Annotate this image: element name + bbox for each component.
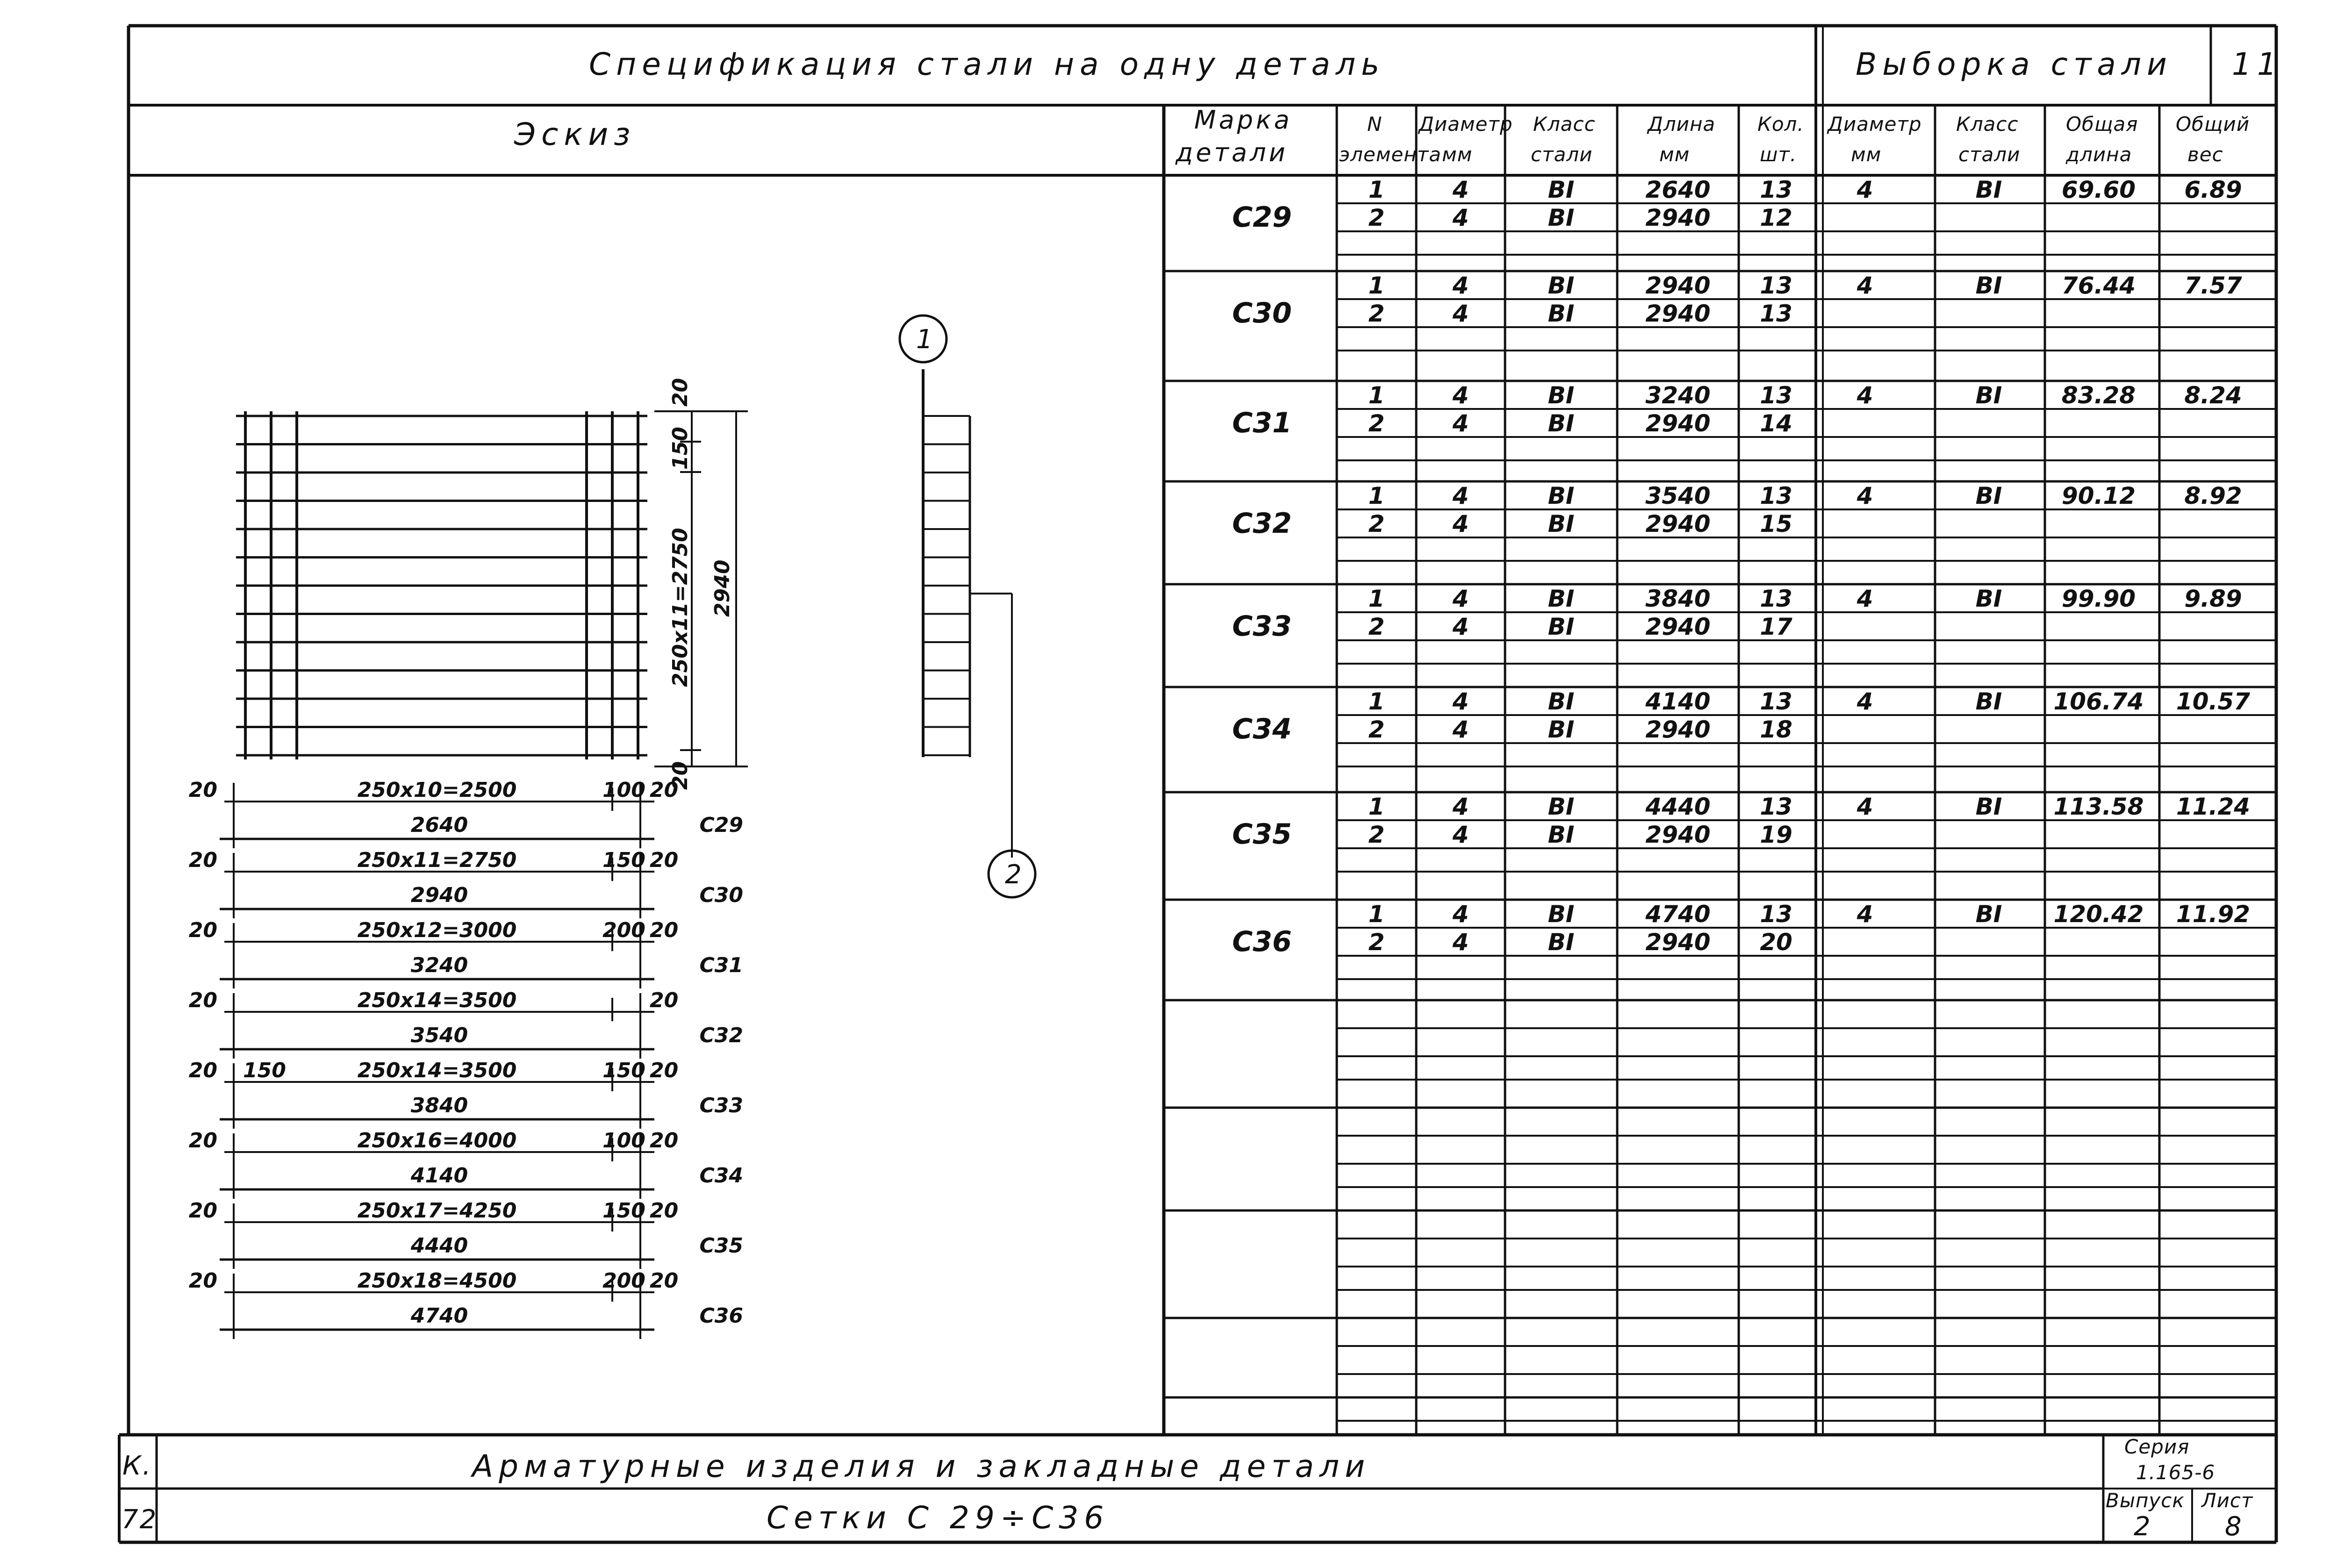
element-diameter: 4 — [1452, 793, 1469, 820]
dim-mark: С34 — [699, 1164, 743, 1188]
element-length: 2940 — [1645, 300, 1711, 327]
dim-right-space: 150 — [602, 1059, 645, 1082]
side-label-bottom: 72 — [122, 1504, 158, 1535]
element-quantity: 12 — [1760, 204, 1792, 231]
dim-length: 3240 — [410, 953, 468, 977]
series-label: Серия — [2124, 1435, 2190, 1458]
selection-class: ВI — [1975, 272, 2002, 299]
dim-formula: 250х14=3500 — [357, 988, 517, 1012]
element-quantity: 13 — [1760, 300, 1792, 327]
element-diameter: 4 — [1452, 929, 1469, 956]
dim-right: 20 — [650, 988, 679, 1012]
detail-mark: С32 — [1232, 507, 1292, 540]
dim-spacing: 150 — [668, 427, 692, 470]
element-quantity: 13 — [1760, 688, 1792, 715]
dim-middle: 250х11=2750 — [668, 528, 692, 687]
table-row — [1232, 585, 2242, 643]
selection-total-length: 106.74 — [2053, 688, 2144, 715]
element-number: 2 — [1368, 821, 1385, 848]
selection-diameter: 4 — [1857, 793, 1873, 820]
element-length: 2940 — [1645, 929, 1711, 956]
element-quantity: 18 — [1760, 716, 1792, 743]
dim-formula: 250х17=4250 — [357, 1199, 517, 1223]
col-header-qty: Кол. — [1757, 113, 1804, 136]
table-row — [1232, 272, 2242, 329]
dim-right: 20 — [650, 1059, 679, 1082]
selection-total-weight: 7.57 — [2184, 272, 2242, 299]
selection-total-length: 113.58 — [2053, 793, 2144, 820]
element-diameter: 4 — [1452, 382, 1469, 409]
col-header-dia-2: мм — [1442, 143, 1473, 166]
col-header-total-wt-2: вес — [2187, 143, 2223, 166]
col-header-qty-2: шт. — [1760, 143, 1797, 166]
detail-mark: С30 — [1232, 297, 1292, 329]
element-number: 1 — [1368, 176, 1385, 203]
element-class: ВI — [1548, 300, 1575, 327]
dim-right-space: 100 — [602, 778, 645, 802]
element-class: ВI — [1548, 793, 1575, 820]
element-length: 2940 — [1645, 204, 1711, 231]
length-row — [189, 918, 743, 988]
col-header-class-2: стали — [1531, 143, 1593, 166]
dim-mark: С31 — [699, 953, 743, 977]
element-class: ВI — [1548, 688, 1575, 715]
dim-left: 20 — [188, 1059, 217, 1082]
dim-left: 20 — [188, 1129, 217, 1153]
element-length: 2640 — [1645, 176, 1711, 203]
element-quantity: 15 — [1760, 510, 1792, 537]
table-row — [1232, 176, 2242, 234]
element-diameter: 4 — [1452, 510, 1469, 537]
element-diameter: 4 — [1452, 613, 1469, 640]
document-title: Арматурные изделия и закладные детали — [472, 1448, 1371, 1484]
dim-left: 20 — [188, 1199, 217, 1223]
col-header-sel-dia-2: мм — [1851, 143, 1882, 166]
selection-total-weight: 6.89 — [2184, 176, 2242, 203]
detail-mark: С35 — [1232, 818, 1292, 851]
element-length: 3240 — [1645, 382, 1711, 409]
dim-formula: 250х10=2500 — [357, 778, 517, 802]
col-header-len-2: мм — [1659, 143, 1690, 166]
col-header-total-wt: Общий — [2176, 113, 2250, 136]
dim-right-space: 100 — [602, 1129, 645, 1153]
selection-class: ВI — [1975, 176, 2002, 203]
dim-right: 20 — [650, 778, 679, 802]
element-number: 1 — [1368, 901, 1385, 928]
table-row — [1232, 901, 2250, 958]
dim-length: 4140 — [410, 1164, 468, 1188]
dim-top-gap: 20 — [668, 378, 692, 407]
col-header-mark: Марка — [1194, 105, 1292, 135]
element-quantity: 13 — [1760, 901, 1792, 928]
series-value: 1.165-6 — [2136, 1461, 2215, 1484]
selection-diameter: 4 — [1857, 482, 1873, 509]
selection-class: ВI — [1975, 585, 2002, 612]
detail-mark: С33 — [1232, 610, 1292, 643]
selection-class: ВI — [1975, 482, 2002, 509]
element-diameter: 4 — [1452, 410, 1469, 437]
length-row — [189, 1199, 743, 1269]
table-body — [1232, 176, 2250, 958]
dim-right: 20 — [650, 1129, 679, 1153]
dim-mark: С36 — [699, 1304, 743, 1328]
dim-left-space: 150 — [243, 1059, 286, 1082]
dim-bottom-gap: 20 — [668, 761, 692, 790]
dim-length: 4440 — [410, 1234, 468, 1258]
element-class: ВI — [1548, 204, 1575, 231]
dim-mark: С33 — [699, 1094, 743, 1117]
element-number: 2 — [1368, 510, 1385, 537]
table-row — [1232, 688, 2250, 745]
col-header-class: Класс — [1533, 113, 1596, 136]
selection-total-weight: 10.57 — [2176, 688, 2251, 715]
callout-1: 1 — [916, 324, 933, 355]
detail-mark: С29 — [1232, 201, 1292, 234]
element-class: ВI — [1548, 382, 1575, 409]
length-row — [189, 988, 743, 1059]
element-number: 1 — [1368, 585, 1385, 612]
sheet-value: 8 — [2225, 1511, 2243, 1542]
dim-mark: С29 — [699, 813, 743, 837]
col-header-sel-dia: Диаметр — [1828, 113, 1922, 136]
table-row — [1232, 382, 2242, 439]
element-diameter: 4 — [1452, 585, 1469, 612]
table-row — [1232, 793, 2250, 851]
selection-total-length: 83.28 — [2061, 382, 2136, 409]
selection-total-weight: 8.24 — [2184, 382, 2242, 409]
sheet-number: 11 — [2232, 46, 2282, 82]
col-header-sel-class-2: стали — [1958, 143, 2021, 166]
element-quantity: 13 — [1760, 176, 1792, 203]
element-class: ВI — [1548, 510, 1575, 537]
element-quantity: 13 — [1760, 793, 1792, 820]
element-number: 2 — [1368, 716, 1385, 743]
dim-formula: 250х16=4000 — [357, 1129, 517, 1153]
element-number: 2 — [1368, 410, 1385, 437]
element-number: 1 — [1368, 688, 1385, 715]
element-diameter: 4 — [1452, 901, 1469, 928]
dim-length: 3540 — [410, 1024, 468, 1047]
selection-total-weight: 11.24 — [2176, 793, 2251, 820]
length-row — [189, 778, 743, 848]
element-number: 1 — [1368, 382, 1385, 409]
dim-mark: С35 — [699, 1234, 743, 1258]
selection-diameter: 4 — [1857, 176, 1873, 203]
element-number: 1 — [1368, 482, 1385, 509]
element-class: ВI — [1548, 410, 1575, 437]
selection-diameter: 4 — [1857, 382, 1873, 409]
col-header-mark-2: детали — [1176, 138, 1288, 167]
dim-left: 20 — [188, 988, 217, 1012]
dim-overall: 2940 — [710, 559, 734, 617]
element-number: 1 — [1368, 793, 1385, 820]
element-class: ВI — [1548, 716, 1575, 743]
col-header-len: Длина — [1648, 113, 1716, 136]
dim-formula: 250х18=4500 — [357, 1269, 517, 1293]
length-row — [189, 1129, 743, 1199]
element-number: 2 — [1368, 204, 1385, 231]
element-number: 2 — [1368, 929, 1385, 956]
element-quantity: 13 — [1760, 482, 1792, 509]
element-length: 3540 — [1645, 482, 1711, 509]
element-class: ВI — [1548, 901, 1575, 928]
element-class: ВI — [1548, 272, 1575, 299]
selection-class: ВI — [1975, 688, 2002, 715]
element-class: ВI — [1548, 929, 1575, 956]
length-row — [189, 848, 743, 918]
element-class: ВI — [1548, 176, 1575, 203]
element-length: 4140 — [1645, 688, 1711, 715]
selection-diameter: 4 — [1857, 901, 1873, 928]
selection-diameter: 4 — [1857, 272, 1873, 299]
col-header-dia: Диаметр — [1419, 113, 1513, 136]
dim-length: 2940 — [410, 883, 468, 907]
selection-total-length: 69.60 — [2061, 176, 2136, 203]
selection-class: ВI — [1975, 793, 2002, 820]
element-diameter: 4 — [1452, 688, 1469, 715]
length-row — [189, 1269, 743, 1339]
issue-label: Выпуск — [2106, 1489, 2185, 1512]
col-header-n: N — [1367, 113, 1383, 136]
length-row — [189, 1059, 743, 1129]
dim-right: 20 — [650, 918, 679, 942]
element-diameter: 4 — [1452, 272, 1469, 299]
selection-total-weight: 11.92 — [2176, 901, 2251, 928]
col-header-total-len-2: длина — [2066, 143, 2132, 166]
dim-right: 20 — [650, 848, 679, 872]
element-quantity: 13 — [1760, 272, 1792, 299]
element-quantity: 13 — [1760, 585, 1792, 612]
dim-left: 20 — [188, 848, 217, 872]
col-header-n-2: элемента — [1339, 143, 1441, 166]
dim-mark: С32 — [699, 1024, 743, 1047]
side-label-top: К. — [122, 1451, 152, 1481]
element-class: ВI — [1548, 821, 1575, 848]
dim-right: 20 — [650, 1269, 679, 1293]
element-class: ВI — [1548, 613, 1575, 640]
dim-right-space: 150 — [602, 1199, 645, 1223]
col-header-sel-class: Класс — [1956, 113, 2019, 136]
selection-class: ВI — [1975, 901, 2002, 928]
element-diameter: 4 — [1452, 300, 1469, 327]
element-length: 3840 — [1645, 585, 1711, 612]
element-length: 2940 — [1645, 821, 1711, 848]
dim-formula: 250х14=3500 — [357, 1059, 517, 1082]
detail-mark: С34 — [1232, 713, 1292, 745]
dim-length: 2640 — [410, 813, 468, 837]
element-diameter: 4 — [1452, 204, 1469, 231]
selection-total-length: 76.44 — [2061, 272, 2136, 299]
selection-total-length: 99.90 — [2061, 585, 2136, 612]
element-diameter: 4 — [1452, 482, 1469, 509]
dim-left: 20 — [188, 778, 217, 802]
col-header-total-len: Общая — [2066, 113, 2138, 136]
element-length: 2940 — [1645, 410, 1711, 437]
element-diameter: 4 — [1452, 716, 1469, 743]
element-class: ВI — [1548, 585, 1575, 612]
selection-title: Выборка стали — [1856, 46, 2172, 82]
element-class: ВI — [1548, 482, 1575, 509]
section-detail — [900, 315, 1035, 897]
callout-2: 2 — [1005, 859, 1022, 890]
element-diameter: 4 — [1452, 821, 1469, 848]
selection-total-weight: 8.92 — [2184, 482, 2242, 509]
element-length: 2940 — [1645, 272, 1711, 299]
selection-total-length: 90.12 — [2061, 482, 2136, 509]
dim-left: 20 — [188, 918, 217, 942]
document-subtitle: Сетки С 29÷С36 — [767, 1500, 1110, 1536]
sheet-label: Лист — [2201, 1489, 2253, 1512]
dim-right-space: 150 — [602, 848, 645, 872]
dim-formula: 250х12=3000 — [357, 918, 517, 942]
dim-right: 20 — [650, 1199, 679, 1223]
dim-length: 3840 — [410, 1094, 468, 1117]
dim-mark: С30 — [699, 883, 743, 907]
element-diameter: 4 — [1452, 176, 1469, 203]
table-row — [1232, 482, 2242, 540]
element-number: 1 — [1368, 272, 1385, 299]
selection-diameter: 4 — [1857, 585, 1873, 612]
spec-title: Спецификация стали на одну деталь — [589, 46, 1385, 82]
dim-left: 20 — [188, 1269, 217, 1293]
element-length: 4440 — [1645, 793, 1711, 820]
detail-mark: С31 — [1232, 407, 1292, 439]
selection-total-weight: 9.89 — [2184, 585, 2242, 612]
selection-diameter: 4 — [1857, 688, 1873, 715]
issue-value: 2 — [2134, 1511, 2152, 1542]
dim-formula: 250х11=2750 — [357, 848, 517, 872]
selection-class: ВI — [1975, 382, 2002, 409]
element-quantity: 17 — [1760, 613, 1792, 640]
element-number: 2 — [1368, 613, 1385, 640]
element-length: 2940 — [1645, 716, 1711, 743]
length-dimension-rows — [189, 778, 743, 1339]
sketch-title: Эскиз — [514, 116, 636, 152]
element-length: 4740 — [1645, 901, 1711, 928]
dim-right-space: 200 — [602, 1269, 645, 1293]
element-length: 2940 — [1645, 613, 1711, 640]
element-quantity: 13 — [1760, 382, 1792, 409]
element-quantity: 19 — [1760, 821, 1792, 848]
dim-right-space: 200 — [602, 918, 645, 942]
selection-total-length: 120.42 — [2053, 901, 2144, 928]
dim-length: 4740 — [410, 1304, 468, 1328]
detail-mark: С36 — [1232, 925, 1292, 958]
element-quantity: 14 — [1760, 410, 1792, 437]
element-number: 2 — [1368, 300, 1385, 327]
element-quantity: 20 — [1760, 929, 1792, 956]
element-length: 2940 — [1645, 510, 1711, 537]
